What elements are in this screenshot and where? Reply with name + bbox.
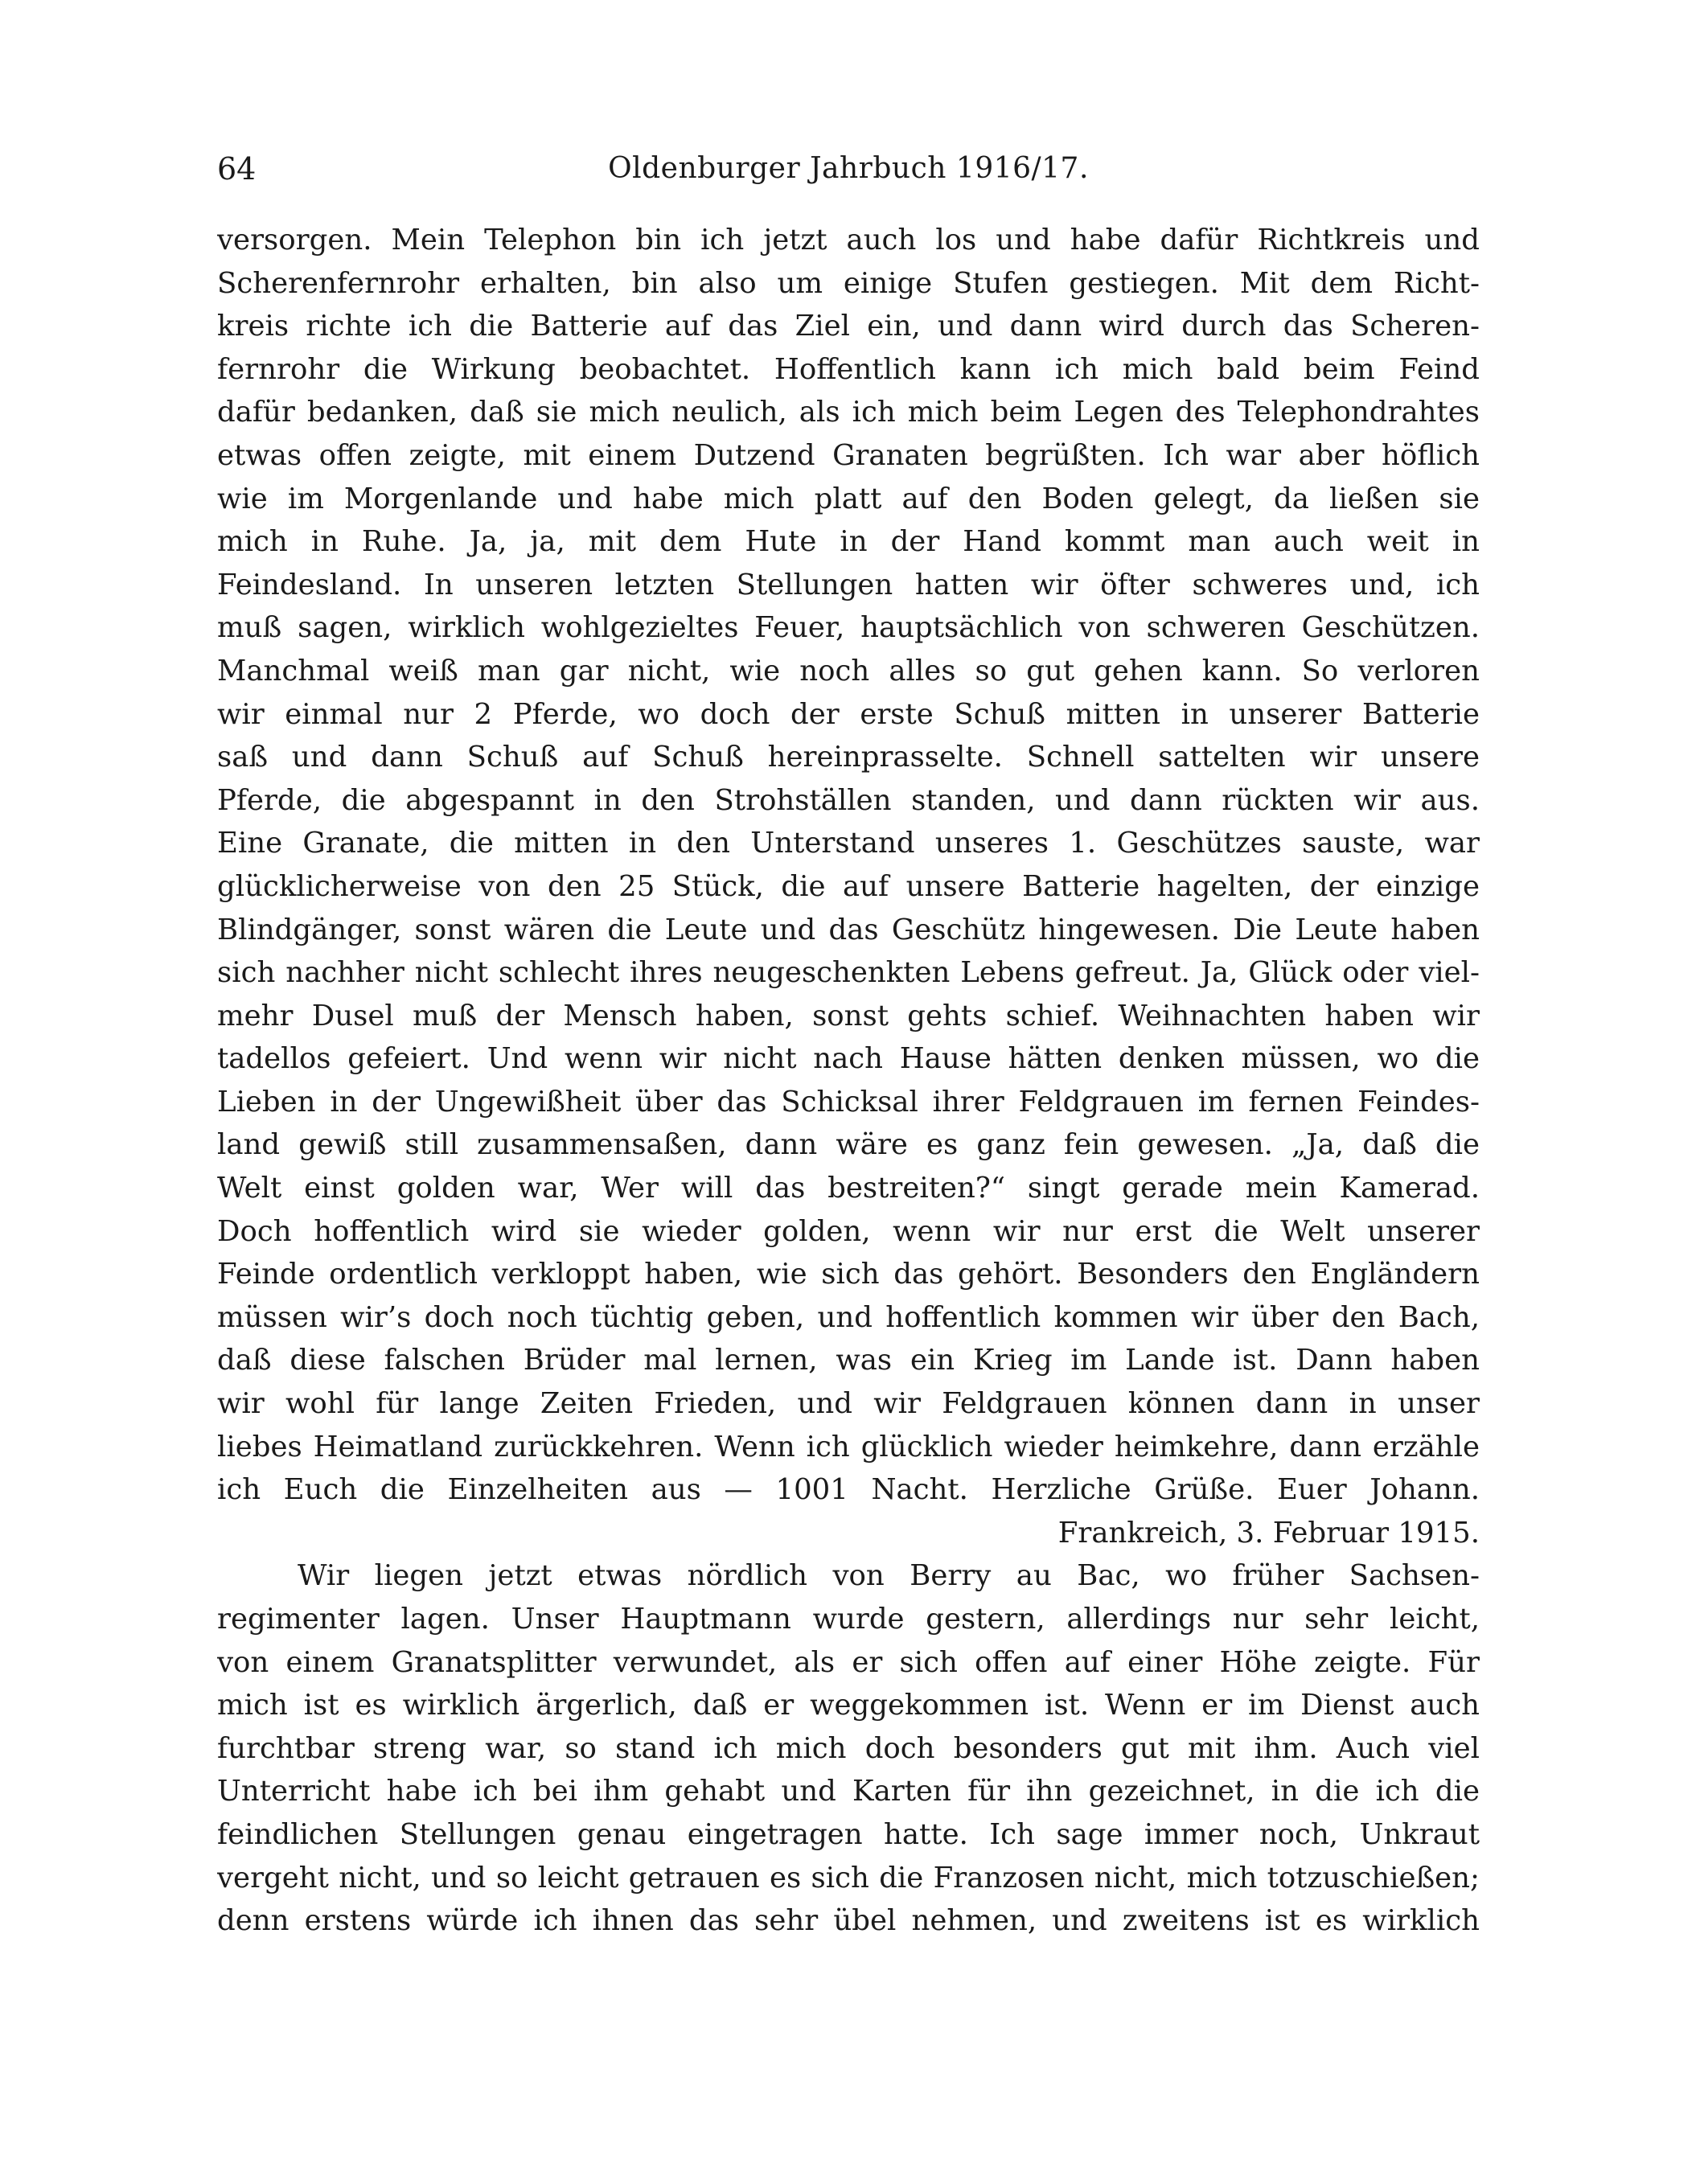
text-line: Doch hoffentlich wird sie wieder golden, wenn wir nur erst die Welt unserer (217, 1214, 1480, 1248)
paragraph-first-line: Wir liegen jetzt etwas nördlich von Berry au Bac, wo früher Sachsen- (298, 1559, 1480, 1593)
text-line: regimenter lagen. Unser Hauptmann wurde gestern, allerdings nur sehr leicht, (217, 1603, 1480, 1636)
text-line: wir wohl für lange Zeiten Frieden, und wir Feldgrauen können dann in unser (217, 1387, 1480, 1421)
text-line: mehr Dusel muß der Mensch haben, sonst gehts schief. Weihnachten haben wir (217, 999, 1480, 1032)
text-line: Lieben in der Ungewißheit über das Schicksal ihrer Feldgrauen im fernen Feindes- (217, 1085, 1480, 1119)
text-line: daß diese falschen Brüder mal lernen, was ein Krieg im Lande ist. Dann haben (217, 1344, 1480, 1377)
text-line: müssen wir’s doch noch tüchtig geben, und hoffentlich kommen wir über den Bach, (217, 1300, 1480, 1334)
text-line: versorgen. Mein Telephon bin ich jetzt auch los und habe dafür Richtkreis und (217, 224, 1480, 257)
text-line: mich ist es wirklich ärgerlich, daß er weggekommen ist. Wenn er im Dienst auch (217, 1689, 1480, 1722)
text-line: glücklicherweise von den 25 Stück, die auf unsere Batterie hagelten, der einzige (217, 869, 1480, 903)
text-line: ich Euch die Einzelheiten aus — 1001 Nacht. Herzliche Grüße. Euer Johann. (217, 1473, 1480, 1507)
text-line: fernrohr die Wirkung beobachtet. Hoffentlich kann ich mich bald beim Feind (217, 352, 1480, 386)
body-text (217, 219, 1480, 1943)
text-line: feindlichen Stellungen genau eingetragen hatte. Ich sage immer noch, Unkraut (217, 1817, 1480, 1851)
text-line: Blindgänger, sonst wären die Leute und das Geschütz hingewesen. Die Leute haben (217, 913, 1480, 946)
text-line: denn erstens würde ich ihnen das sehr übel nehmen, und zweitens ist es wirklich (217, 1904, 1480, 1938)
text-line: von einem Granatsplitter verwundet, als er sich offen auf einer Höhe zeigte. Für (217, 1645, 1480, 1679)
text-line: Pferde, die abgespannt in den Strohställen standen, und dann rückten wir aus. (217, 783, 1480, 817)
text-line: furchtbar streng war, so stand ich mich doch besonders gut mit ihm. Auch viel (217, 1731, 1480, 1765)
text-line: sich nachher nicht schlecht ihres neugeschenkten Lebens gefreut. Ja, Glück oder viel- (217, 956, 1480, 990)
text-line: kreis richte ich die Batterie auf das Ziel ein, und dann wird durch das Scheren- (217, 310, 1480, 343)
text-line: etwas offen zeigte, mit einem Dutzend Granaten begrüßten. Ich war aber höflich (217, 438, 1480, 472)
text-line: Manchmal weiß man gar nicht, wie noch alles so gut gehen kann. So verloren (217, 654, 1480, 688)
text-line: mich in Ruhe. Ja, ja, mit dem Hute in der Hand kommt man auch weit in (217, 525, 1480, 559)
text-line: Scherenfernrohr erhalten, bin also um einige Stufen gestiegen. Mit dem Richt- (217, 266, 1480, 300)
text-line: dafür bedanken, daß sie mich neulich, als ich mich beim Legen des Telephondrahtes (217, 396, 1480, 429)
text-line: wir einmal nur 2 Pferde, wo doch der erste Schuß mitten in unserer Batterie (217, 697, 1480, 731)
text-line: Feinde ordentlich verkloppt haben, wie sich das gehört. Besonders den Engländern (217, 1258, 1480, 1291)
text-line: Welt einst golden war, Wer will das bestreiten?“ singt gerade mein Kamerad. (217, 1172, 1480, 1205)
text-line: muß sagen, wirklich wohlgezieltes Feuer, hauptsächlich von schweren Geschützen. (217, 611, 1480, 645)
text-line: saß und dann Schuß auf Schuß hereinprasselte. Schnell sattelten wir unsere (217, 741, 1480, 774)
text-line: land gewiß still zusammensaßen, dann wäre es ganz fein gewesen. „Ja, daß die (217, 1128, 1480, 1162)
page-number: 64 (217, 151, 257, 187)
text-line: liebes Heimatland zurückkehren. Wenn ich glücklich wieder heimkehre, dann erzähle (217, 1430, 1480, 1464)
text-line: tadellos gefeiert. Und wenn wir nicht nach Hause hätten denken müssen, wo die (217, 1042, 1480, 1076)
text-line: Feindesland. In unseren letzten Stellungen hatten wir öfter schweres und, ich (217, 568, 1480, 601)
text-line: Eine Granate, die mitten in den Unterstand unseres 1. Geschützes sauste, war (217, 827, 1480, 860)
text-line: vergeht nicht, und so leicht getrauen es sich die Franzosen nicht, mich totzuschießen; (217, 1861, 1480, 1895)
text-line: wie im Morgenlande und habe mich platt auf den Boden gelegt, da ließen sie (217, 482, 1480, 515)
text-line: Unterricht habe ich bei ihm gehabt und Karten für ihn gezeichnet, in die ich die (217, 1775, 1480, 1808)
letter-dateline: Frankreich, 3. Februar 1915. (1057, 1516, 1480, 1550)
page-header (217, 145, 1480, 193)
running-title: Oldenburger Jahrbuch 1916/17. (608, 152, 1089, 185)
